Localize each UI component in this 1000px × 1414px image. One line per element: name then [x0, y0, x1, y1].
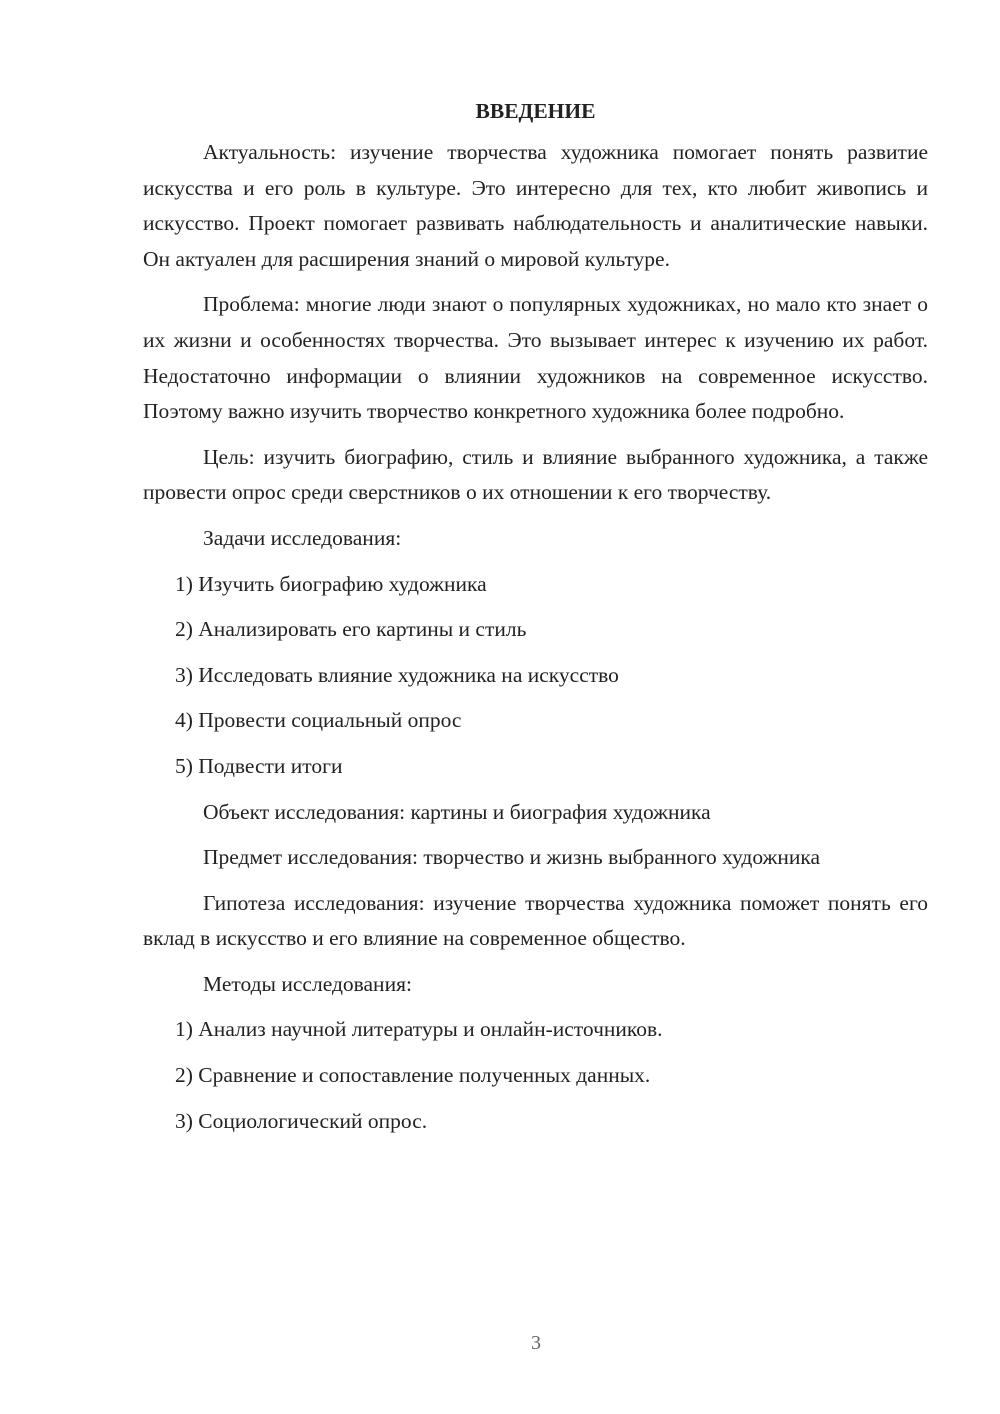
tasks-heading: Задачи исследования:: [203, 525, 402, 550]
object-line: Объект исследования: картины и биография художника: [203, 799, 711, 824]
methods-list: [143, 1012, 928, 1139]
list-item: 2) Анализировать его картины и стиль: [175, 617, 527, 642]
hypothesis-paragraph: Гипотеза исследования: изучение творчества художника поможет понять его вклад в искусство и его влияние на современное общество.: [143, 890, 928, 951]
list-item: 3) Социологический опрос.: [175, 1108, 428, 1133]
list-item: 3) Исследовать влияние художника на искусство: [175, 662, 619, 687]
problem-paragraph: Проблема: многие люди знают о популярных художниках, но мало кто знает о их жизни и особенностях творчества. Это вызывает интерес к изучению их работ. Недостаточно информации о влиянии художников на современное искусство. Поэтому важно изучить творчество конкретного художника более подробно.: [143, 292, 928, 424]
list-item: 1) Изучить биографию художника: [175, 571, 487, 596]
relevance-paragraph: Актуальность: изучение творчества художника помогает понять развитие искусства и его роль в культуре. Это интересно для тех, кто любит живопись и искусство. Проект помогает развивать наблюдательность и аналитические навыки. Он актуален для расширения знаний о мировой культуре.: [143, 140, 928, 271]
methods-heading: Методы исследования:: [203, 971, 412, 996]
document-page: [143, 92, 928, 1149]
list-item: 2) Сравнение и сопоставление полученных данных.: [175, 1063, 651, 1088]
list-item: 4) Провести социальный опрос: [175, 708, 462, 733]
list-item: 1) Анализ научной литературы и онлайн-источников.: [175, 1017, 663, 1042]
list-item: 5) Подвести итоги: [175, 753, 343, 778]
page-title: ВВЕДЕНИЕ: [475, 99, 596, 123]
tasks-list: [143, 567, 928, 785]
subject-line: Предмет исследования: творчество и жизнь выбранного художника: [203, 845, 821, 870]
goal-paragraph: Цель: изучить биографию, стиль и влияние выбранного художника, а также провести опрос среди сверстников о их отношении к его творчеству.: [143, 444, 928, 505]
page-number: 3: [531, 1332, 541, 1354]
